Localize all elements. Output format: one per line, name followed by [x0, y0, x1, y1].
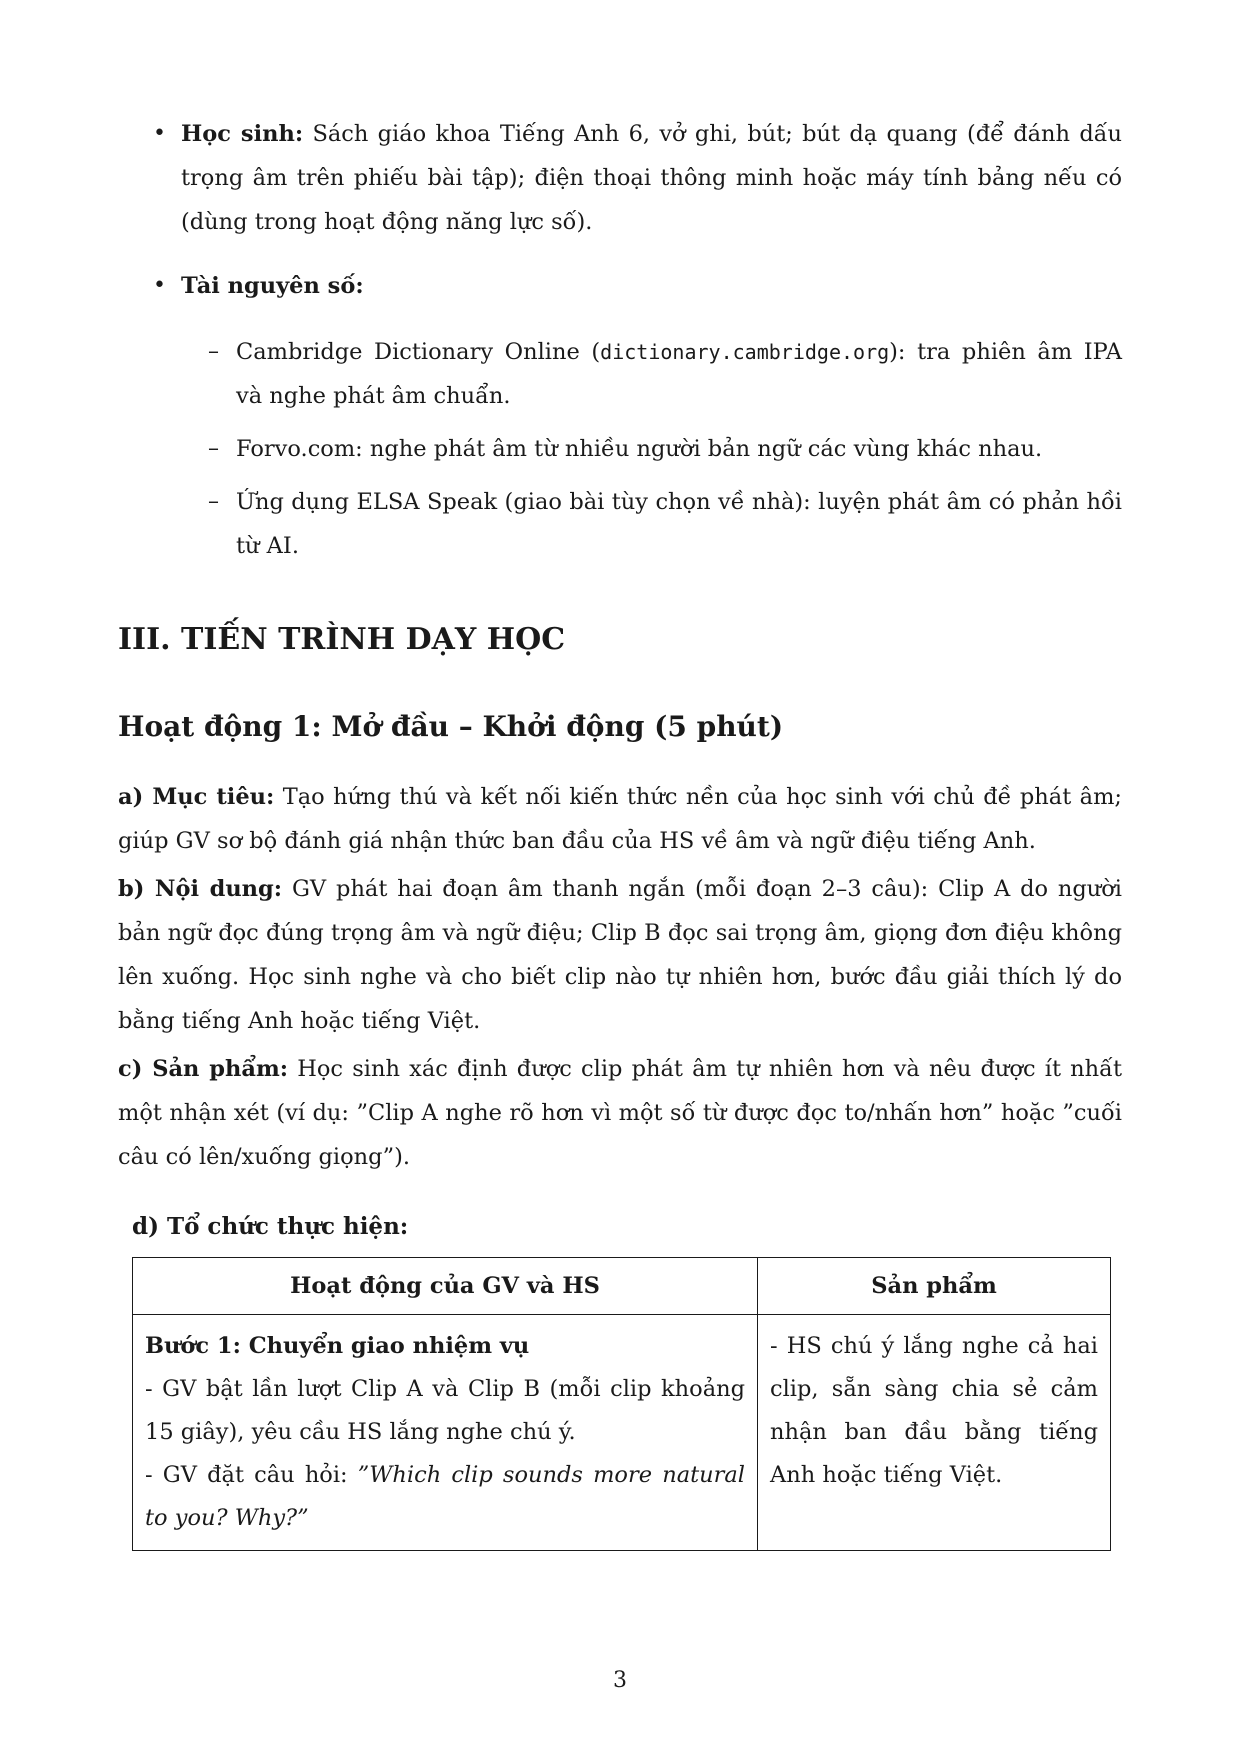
product-paragraph	[118, 1047, 1122, 1179]
resource-text: Ứng dụng ELSA Speak (giao bài tùy chọn về nhà): luyện phát âm có phản hồi từ AI.	[236, 489, 1122, 559]
bullet-marker: •	[153, 121, 166, 146]
step-question-line	[145, 1454, 745, 1540]
page-number: 3	[613, 1668, 627, 1693]
header-product: Sản phẩm	[758, 1258, 1111, 1315]
dash-marker: –	[208, 436, 219, 461]
resource-text: Forvo.com: nghe phát âm từ nhiều người bản ngữ các vùng khác nhau.	[236, 436, 1043, 462]
bullet-marker: •	[153, 273, 166, 298]
resource-item-forvo	[236, 427, 1122, 471]
step-title: Bước 1: Chuyển giao nhiệm vụ	[145, 1333, 530, 1359]
content-label: b) Nội dung:	[118, 876, 283, 902]
dash-marker: –	[208, 489, 219, 514]
product-text: Học sinh xác định được clip phát âm tự nhiên hơn và nêu được ít nhất một nhận xét (ví dụ: ”Clip A nghe rõ hơn vì một số từ được đọc to/nhấn hơn” hoặc ”cuối câu có lên/xuống giọng”).	[118, 1056, 1122, 1170]
content-paragraph	[118, 867, 1122, 1043]
activity-table	[132, 1257, 1111, 1551]
materials-students-item	[181, 112, 1122, 244]
objective-text: Tạo hứng thú và kết nối kiến thức nền của học sinh với chủ đề phát âm; giúp GV sơ bộ đánh giá nhận thức ban đầu của HS về âm và ngữ điệu tiếng Anh.	[118, 784, 1122, 854]
dash-marker: –	[208, 339, 219, 364]
resource-text: ): tra phiên âm IPA và nghe phát âm chuẩn.	[236, 339, 1122, 409]
objective-paragraph	[118, 775, 1122, 863]
step-question-prefix: - GV đặt câu hỏi:	[145, 1462, 358, 1488]
step-question: ”Which clip sounds more natural to you? Why?”	[145, 1462, 746, 1531]
resource-text: Cambridge Dictionary Online (	[236, 339, 601, 365]
activity-title: Hoạt động 1: Mở đầu – Khởi động (5 phút)	[118, 710, 784, 743]
table-header-row	[133, 1258, 1111, 1315]
step-line: - GV bật lần lượt Clip A và Clip B (mỗi clip khoảng 15 giây), yêu cầu HS lắng nghe chú ý.	[145, 1376, 745, 1445]
table-row	[133, 1315, 1111, 1551]
materials-digital-item	[181, 264, 1122, 308]
product-cell-text: - HS chú ý lắng nghe cả hai clip, sẵn sàng chia sẻ cảm nhận ban đầu bằng tiếng Anh hoặc tiếng Việt.	[770, 1333, 1098, 1488]
organization-label-text: d) Tổ chức thực hiện:	[132, 1213, 409, 1240]
section-title: III. TIẾN TRÌNH DẠY HỌC	[118, 622, 566, 657]
objective-label: a) Mục tiêu:	[118, 784, 275, 810]
product-cell	[758, 1315, 1111, 1551]
cambridge-url: dictionary.cambridge.org	[600, 340, 890, 364]
students-label: Học sinh:	[181, 121, 304, 147]
digital-resources-label: Tài nguyên số:	[181, 273, 364, 299]
resource-item-elsa	[236, 480, 1122, 568]
activity-cell	[133, 1315, 758, 1551]
students-text: Sách giáo khoa Tiếng Anh 6, vở ghi, bút; bút dạ quang (để đánh dấu trọng âm trên phiếu bài tập); điện thoại thông minh hoặc máy tính bảng nếu có (dùng trong hoạt động năng lực số).	[181, 121, 1122, 235]
organization-label	[132, 1205, 408, 1249]
header-activities: Hoạt động của GV và HS	[133, 1258, 758, 1315]
product-label: c) Sản phẩm:	[118, 1056, 289, 1082]
content-text: GV phát hai đoạn âm thanh ngắn (mỗi đoạn 2–3 câu): Clip A do người bản ngữ đọc đúng trọng âm và ngữ điệu; Clip B đọc sai trọng âm, giọng đơn điệu không lên xuống. Học sinh nghe và cho biết clip nào tự nhiên hơn, bước đầu giải thích lý do bằng tiếng Anh hoặc tiếng Việt.	[118, 876, 1123, 1034]
resource-item-cambridge	[236, 330, 1122, 418]
